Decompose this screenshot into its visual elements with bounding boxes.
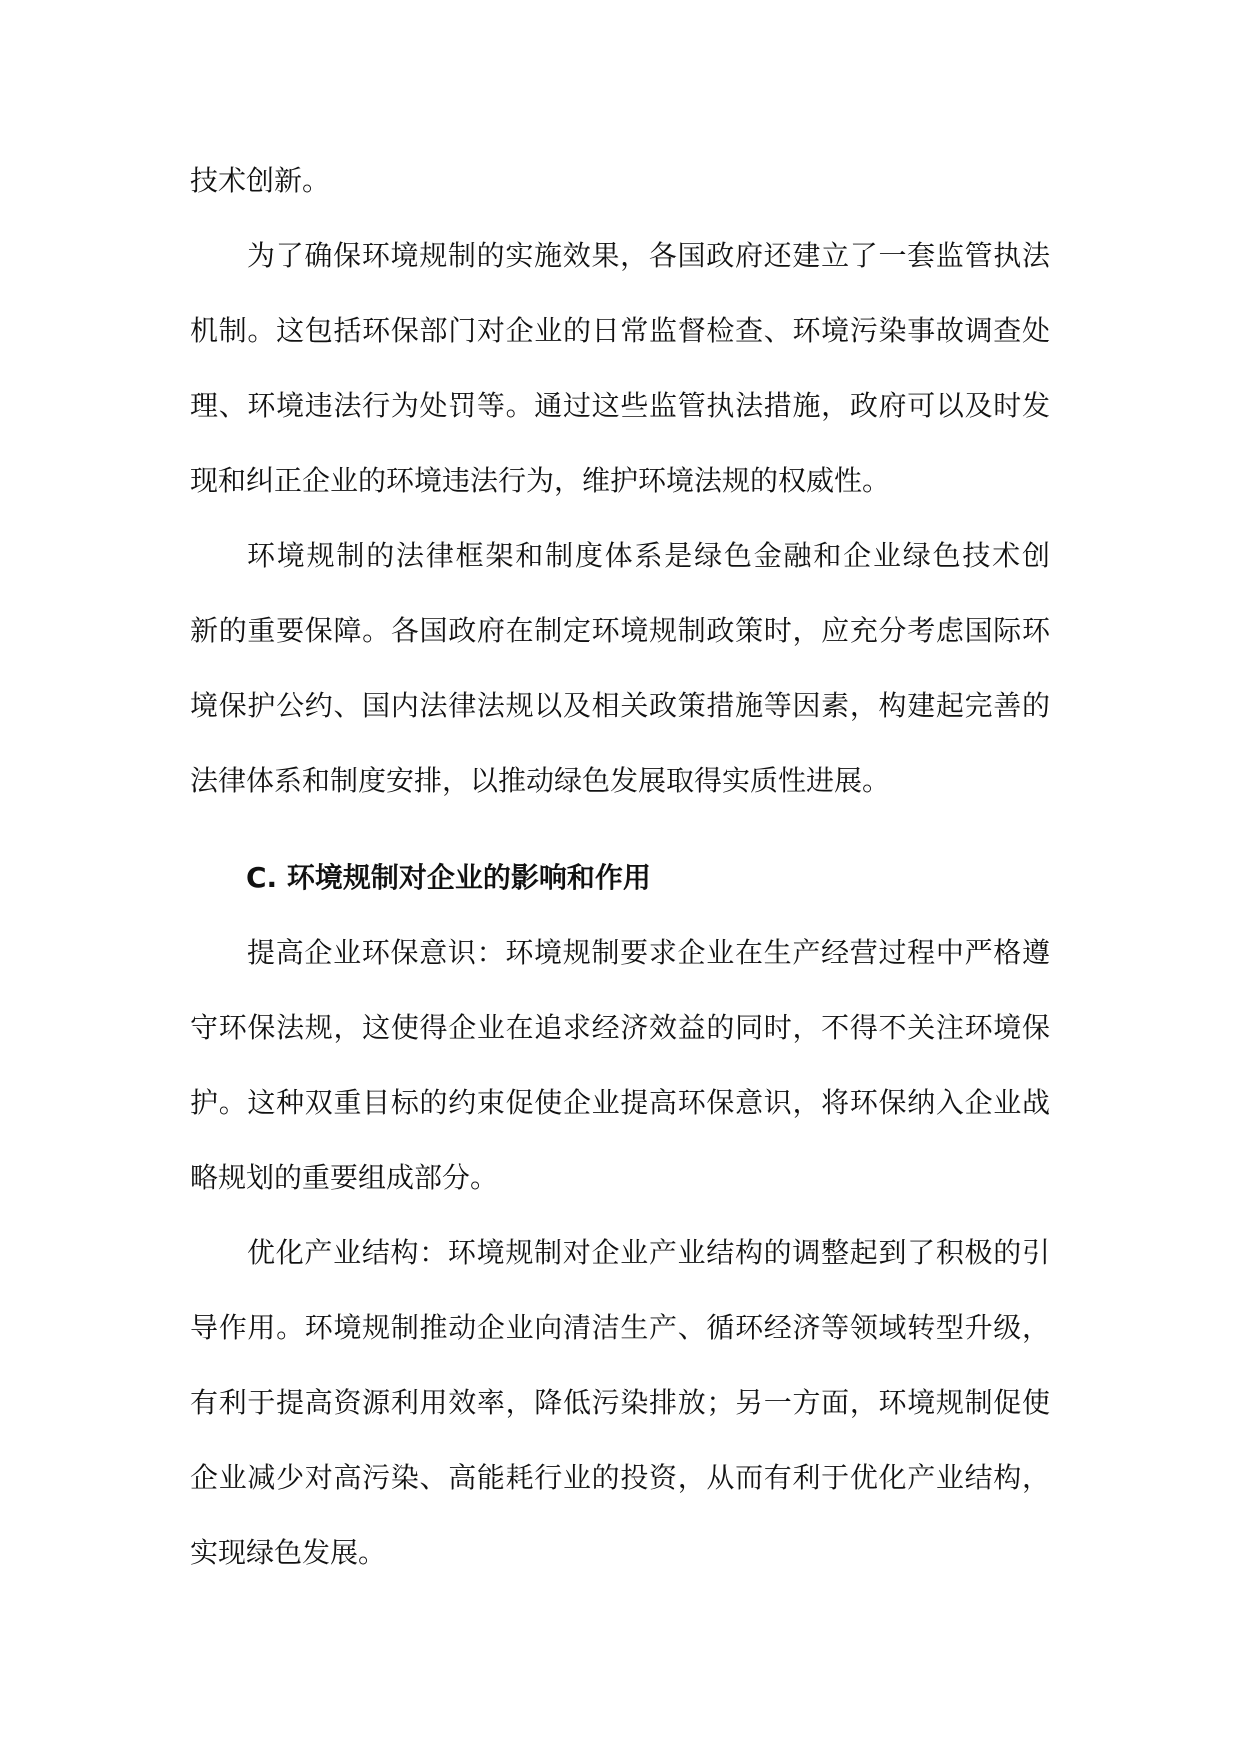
document-body	[190, 143, 1050, 1590]
text-line: 环境规制的法律框架和制度体系是绿色金融和企业绿色技术创	[247, 539, 1050, 572]
text-line: 优化产业结构：环境规制对企业产业结构的调整起到了积极的引	[247, 1236, 1050, 1269]
text-line: 护。这种双重目标的约束促使企业提高环保意识，将环保纳入企业战	[190, 1086, 1050, 1119]
text-line: 境保护公约、国内法律法规以及相关政策措施等因素，构建起完善的	[190, 689, 1050, 722]
text-line: 企业减少对高污染、高能耗行业的投资，从而有利于优化产业结构，	[190, 1461, 1050, 1494]
section-spacer	[190, 818, 1050, 840]
paragraph-environmental-awareness	[190, 915, 1050, 1215]
text-line: 法律体系和制度安排，以推动绿色发展取得实质性进展。	[190, 764, 891, 797]
text-line: 理、环境违法行为处罚等。通过这些监管执法措施，政府可以及时发	[190, 389, 1050, 422]
text-line: 现和纠正企业的环境违法行为，维护环境法规的权威性。	[190, 464, 891, 497]
text-line: 有利于提高资源利用效率，降低污染排放；另一方面，环境规制促使	[190, 1386, 1050, 1419]
section-heading: C. 环境规制对企业的影响和作用	[246, 861, 651, 894]
text-line: 导作用。环境规制推动企业向清洁生产、循环经济等领域转型升级，	[190, 1311, 1050, 1344]
text-line: 提高企业环保意识：环境规制要求企业在生产经营过程中严格遵	[247, 936, 1050, 969]
paragraph-legal-framework	[190, 518, 1050, 818]
text-line: 为了确保环境规制的实施效果，各国政府还建立了一套监管执法	[247, 239, 1050, 272]
paragraph-tail-fragment	[190, 143, 1050, 218]
paragraph-industrial-structure	[190, 1215, 1050, 1590]
text-line: 技术创新。	[190, 164, 331, 197]
text-line: 机制。这包括环保部门对企业的日常监督检查、环境污染事故调查处	[190, 314, 1050, 347]
text-line: 略规划的重要组成部分。	[190, 1161, 499, 1194]
text-line: 新的重要保障。各国政府在制定环境规制政策时，应充分考虑国际环	[190, 614, 1050, 647]
text-line: 守环保法规，这使得企业在追求经济效益的同时，不得不关注环境保	[190, 1011, 1050, 1044]
text-line: 实现绿色发展。	[190, 1536, 387, 1569]
paragraph-enforcement-mechanism	[190, 218, 1050, 518]
